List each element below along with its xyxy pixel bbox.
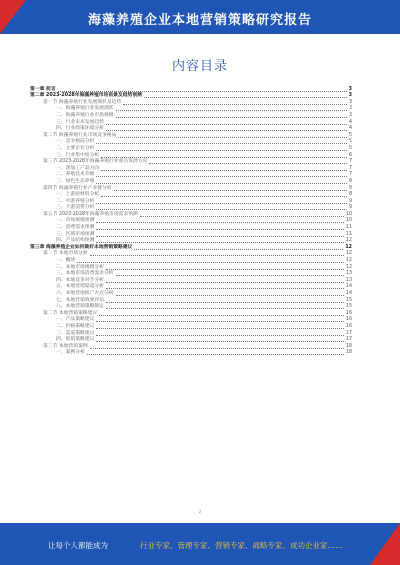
page-number: 2 xyxy=(198,509,202,514)
toc-entry-page: 13 xyxy=(345,271,352,277)
toc-entry[interactable] xyxy=(30,112,352,119)
toc-entry-page: 16 xyxy=(345,310,352,316)
toc-entry[interactable] xyxy=(30,119,352,126)
toc-leader-dots xyxy=(90,255,344,256)
toc-entry-page: 5 xyxy=(348,132,352,138)
toc-entry[interactable] xyxy=(30,165,352,172)
toc-entry-page: 3 xyxy=(348,93,352,99)
toc-entry[interactable] xyxy=(30,257,352,264)
toc-leader-dots xyxy=(99,315,344,316)
toc-entry-text: 四、促销策略建议 xyxy=(56,337,95,343)
toc-entry-text: 第五节 2023-2028年海藻养殖市场需求预测 xyxy=(43,211,138,217)
toc-entry-page: 9 xyxy=(348,205,352,211)
toc-entry-text: 三、绿色生态养殖 xyxy=(56,178,95,184)
toc-entry-text: 七、本地营销效果评估 xyxy=(56,297,104,303)
toc-entry-page: 7 xyxy=(348,165,352,171)
toc-entry-text: 一、市场规模预测 xyxy=(56,218,95,224)
toc-entry[interactable] xyxy=(30,317,352,324)
toc-entry-page: 12 xyxy=(345,238,352,244)
toc-entry-text: 四、产品结构预测 xyxy=(56,238,95,244)
table-of-contents xyxy=(30,86,352,496)
toc-entry[interactable] xyxy=(30,132,352,139)
toc-entry-page: 15 xyxy=(345,304,352,310)
toc-entry-text: 一、海藻养殖行业发展现状 xyxy=(56,106,114,112)
footer-lead-text: 让每个人都能成为 xyxy=(48,541,108,550)
toc-entry[interactable] xyxy=(30,297,352,304)
toc-entry-page: 11 xyxy=(345,231,352,237)
toc-entry-page: 3 xyxy=(348,112,352,118)
toc-entry-text: 第一章 前言 xyxy=(30,86,56,92)
toc-entry-text: 一、产品策略建议 xyxy=(56,317,95,323)
toc-entry[interactable] xyxy=(30,106,352,113)
toc-entry-page: 5 xyxy=(348,145,352,151)
toc-leader-dots xyxy=(96,183,347,184)
toc-entry-page: 12 xyxy=(345,251,352,257)
toc-entry-text: 第三节 2023-2028年海藻养殖行业重点发展方向 xyxy=(43,159,148,165)
toc-leader-dots xyxy=(96,242,344,243)
report-title: 海藻养殖企业本地营销策略研究报告 xyxy=(87,13,312,28)
toc-leader-dots xyxy=(134,249,343,250)
toc-entry[interactable] xyxy=(30,343,352,350)
toc-leader-dots xyxy=(96,203,347,204)
toc-entry-text: 一、概述 xyxy=(56,258,76,264)
toc-entry-text: 一、深加工产品方向 xyxy=(56,165,100,171)
toc-leader-dots xyxy=(106,288,344,289)
toc-entry[interactable] xyxy=(30,211,352,218)
toc-entry-page: 13 xyxy=(345,277,352,283)
toc-entry-page: 3 xyxy=(348,86,352,92)
toc-entry[interactable] xyxy=(30,238,352,245)
toc-leader-dots xyxy=(123,104,347,105)
toc-leader-dots xyxy=(106,302,344,303)
toc-entry-text: 第二节 海藻养殖行业市场竞争格局 xyxy=(43,132,117,138)
toc-entry-text: 三、区域市场预测 xyxy=(56,231,95,237)
toc-entry[interactable] xyxy=(30,350,352,357)
toc-leader-dots xyxy=(106,130,347,131)
toc-entry-text: 六、本地营销推广方式分析 xyxy=(56,291,114,296)
toc-leader-dots xyxy=(106,269,344,270)
toc-entry-page: 14 xyxy=(345,284,352,290)
toc-entry[interactable] xyxy=(30,86,352,93)
toc-entry[interactable] xyxy=(30,304,352,311)
toc-entry[interactable] xyxy=(30,126,352,133)
toc-leader-dots xyxy=(96,328,344,329)
toc-leader-dots xyxy=(118,137,346,138)
toc-leader-dots xyxy=(58,91,347,92)
toc-leader-dots xyxy=(96,143,347,144)
toc-leader-dots xyxy=(116,110,347,111)
toc-entry-page: 18 xyxy=(345,350,352,356)
toc-entry-text: 三、行业集中度分析 xyxy=(56,152,100,158)
toc-entry[interactable] xyxy=(30,172,352,179)
toc-entry-text: 二、养殖技术升级 xyxy=(56,172,95,178)
toc-entry[interactable] xyxy=(30,310,352,317)
toc-leader-dots xyxy=(114,190,347,191)
toc-entry-text: 四、本地竞争对手分析 xyxy=(56,277,104,283)
toc-entry-text: 第二节 本地营销策略建议 xyxy=(43,310,98,316)
toc-entry-text: 八、本地营销策略制定 xyxy=(56,304,104,310)
toc-entry[interactable] xyxy=(30,337,352,344)
toc-entry-text: 二、中游养殖分析 xyxy=(56,198,95,204)
toc-entry[interactable] xyxy=(30,277,352,284)
footer-roles-text: 行业专家、管理专家、营销专家、战略专家、成功企业家…… xyxy=(140,541,343,550)
toc-entry-text: 四、行业政策环境分析 xyxy=(56,126,104,132)
toc-leader-dots xyxy=(87,354,344,355)
toc-entry-text: 三、渠道策略建议 xyxy=(56,330,95,336)
toc-leader-dots xyxy=(96,229,344,230)
toc-entry-page: 10 xyxy=(345,218,352,224)
toc-entry-page: 14 xyxy=(345,291,352,296)
toc-entry-text: 二、海藻养殖行业市场规模 xyxy=(56,112,114,118)
toc-leader-dots xyxy=(96,341,344,342)
toc-entry[interactable] xyxy=(30,178,352,185)
toc-entry[interactable] xyxy=(30,330,352,337)
toc-leader-dots xyxy=(96,321,344,322)
toc-leader-dots xyxy=(77,262,344,263)
toc-leader-dots xyxy=(106,308,344,309)
toc-leader-dots xyxy=(96,236,344,237)
toc-leader-dots xyxy=(96,176,347,177)
toc-entry-text: 一、竞争格局分析 xyxy=(56,139,95,145)
toc-entry-page: 12 xyxy=(345,244,352,250)
toc-leader-dots xyxy=(96,209,347,210)
toc-entry-text: 第一节 本地市场分析 xyxy=(43,251,88,257)
toc-entry-text: 第三章 海藻养殖企业如何做好本地营销策略建议 xyxy=(30,244,133,250)
toc-leader-dots xyxy=(96,222,344,223)
toc-entry[interactable] xyxy=(30,93,352,100)
toc-leader-dots xyxy=(101,170,347,171)
toc-entry[interactable] xyxy=(30,251,352,258)
toc-entry-text: 一、上游原材料分析 xyxy=(56,192,100,198)
toc-entry-page: 4 xyxy=(348,119,352,125)
toc-entry-text: 三、行业未来发展趋势 xyxy=(56,119,104,125)
toc-entry[interactable] xyxy=(30,139,352,146)
toc-entry[interactable] xyxy=(30,145,352,152)
toc-entry-page: 15 xyxy=(345,297,352,303)
toc-entry-page: 7 xyxy=(348,172,352,178)
toc-entry[interactable] xyxy=(30,159,352,166)
report-header xyxy=(0,0,400,34)
toc-leader-dots xyxy=(116,117,347,118)
toc-entry-page: 9 xyxy=(348,198,352,204)
toc-leader-dots xyxy=(101,196,347,197)
toc-leader-dots xyxy=(140,216,344,217)
toc-entry[interactable] xyxy=(30,185,352,192)
toc-entry[interactable] xyxy=(30,271,352,278)
toc-entry-page: 8 xyxy=(348,192,352,198)
toc-heading: 内容目录 xyxy=(171,59,228,74)
toc-entry-page: 3 xyxy=(348,106,352,112)
toc-leader-dots xyxy=(90,348,344,349)
toc-leader-dots xyxy=(106,124,347,125)
toc-entry-text: 三、下游消费分析 xyxy=(56,205,95,211)
toc-entry-text: 二、本地市场规模分析 xyxy=(56,264,104,270)
toc-entry[interactable] xyxy=(30,264,352,271)
toc-entry[interactable] xyxy=(30,198,352,205)
toc-entry-text: 第四节 海藻养殖行业产业链分析 xyxy=(43,185,112,191)
toc-entry[interactable] xyxy=(30,99,352,106)
toc-entry-page: 4 xyxy=(348,126,352,132)
toc-entry-page: 8 xyxy=(348,178,352,184)
toc-entry-page: 12 xyxy=(345,258,352,264)
toc-entry-text: 第三节 本地营销案例 xyxy=(43,343,88,349)
toc-entry-text: 三、本地市场消费需求分析 xyxy=(56,271,114,277)
toc-entry[interactable] xyxy=(30,323,352,330)
toc-leader-dots xyxy=(116,295,344,296)
toc-entry-page: 17 xyxy=(345,330,352,336)
toc-leader-dots xyxy=(96,335,344,336)
toc-entry-page: 16 xyxy=(345,323,352,329)
toc-entry[interactable] xyxy=(30,244,352,251)
toc-entry-page: 11 xyxy=(345,225,352,231)
toc-entry-page: 6 xyxy=(348,152,352,158)
toc-entry-page: 7 xyxy=(348,159,352,165)
toc-entry-page: 5 xyxy=(348,139,352,145)
toc-entry[interactable] xyxy=(30,192,352,199)
toc-leader-dots xyxy=(96,150,347,151)
toc-entry-text: 二、价格策略建议 xyxy=(56,323,95,329)
toc-entry[interactable] xyxy=(30,290,352,297)
toc-entry-page: 17 xyxy=(345,337,352,343)
toc-entry-page: 18 xyxy=(345,343,352,349)
toc-entry[interactable] xyxy=(30,231,352,238)
toc-entry-page: 8 xyxy=(348,185,352,191)
toc-leader-dots xyxy=(149,163,347,164)
toc-entry[interactable] xyxy=(30,152,352,159)
toc-leader-dots xyxy=(144,97,347,98)
toc-entry-page: 3 xyxy=(348,99,352,105)
toc-leader-dots xyxy=(106,282,344,283)
toc-entry[interactable] xyxy=(30,284,352,291)
toc-entry-text: 第二章 2023-2028年海藻养殖市场前景及趋势预测 xyxy=(30,93,142,99)
toc-entry[interactable] xyxy=(30,205,352,212)
toc-leader-dots xyxy=(101,157,347,158)
toc-entry-page: 10 xyxy=(345,211,352,217)
toc-leader-dots xyxy=(116,275,344,276)
toc-entry-text: 五、本地营销渠道分析 xyxy=(56,284,104,290)
toc-entry-page: 12 xyxy=(345,264,352,270)
toc-entry-page: 16 xyxy=(345,317,352,323)
toc-entry-text: 第一节 海藻养殖行业发展现状及趋势 xyxy=(43,99,122,105)
toc-entry[interactable] xyxy=(30,224,352,231)
footer-red-corner xyxy=(370,523,400,565)
toc-entry-text: 二、消费需求预测 xyxy=(56,225,95,231)
report-footer xyxy=(0,523,400,565)
toc-entry-text: 二、主要企业分析 xyxy=(56,145,95,151)
toc-entry[interactable] xyxy=(30,218,352,225)
toc-entry-text: 一、案例分析 xyxy=(56,350,85,356)
